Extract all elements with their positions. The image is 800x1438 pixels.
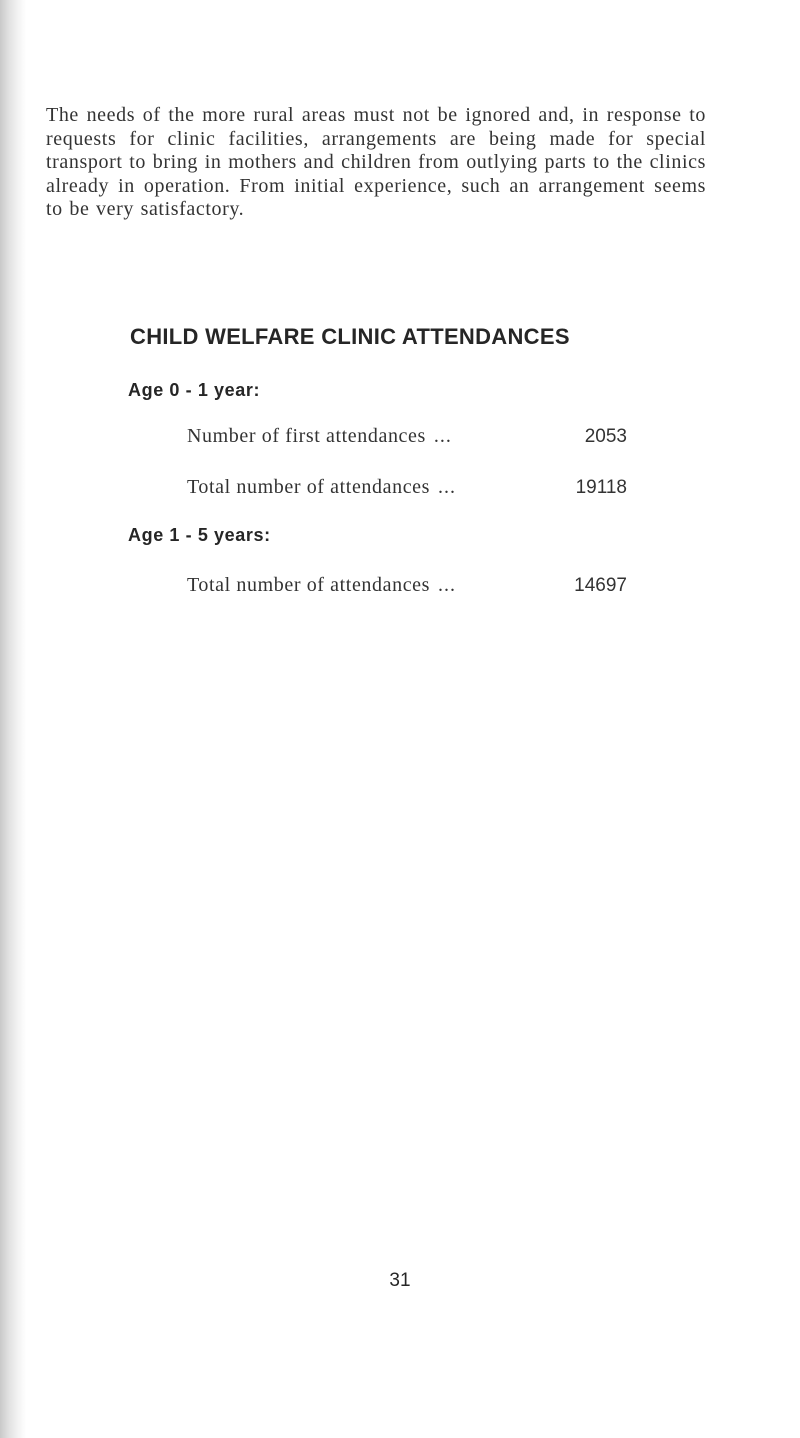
leader-dots: ... [433,425,452,447]
section-title: CHILD WELFARE CLINIC ATTENDANCES [130,324,570,349]
page-number: 31 [389,1270,411,1291]
stat-value: 19118 [575,477,627,498]
stat-row-first-attendances [187,425,627,448]
stat-label: Total number of attendances [187,476,431,498]
stat-row-total-attendances-1-5 [187,574,627,597]
leader-dots: ... [438,476,457,498]
stat-value: 14697 [574,575,627,596]
age-heading-1-5: Age 1 - 5 years: [128,525,271,545]
intro-paragraph: The needs of the more rural areas must not be ignored and, in response to requests for clinic facilities, arrangements are being made for special transport to bring in mothers and children from outlying parts to the clinics already in operation. From initial experience, such an arrangement seems to be very satisfactory. [46,104,706,220]
age-heading-0-1: Age 0 - 1 year: [128,380,261,400]
stat-row-total-attendances-0-1 [187,476,627,499]
stat-value: 2053 [584,426,627,447]
stat-label: Total number of attendances [187,574,431,596]
leader-dots: ... [438,574,457,596]
stat-label: Number of first attendances [187,425,426,447]
